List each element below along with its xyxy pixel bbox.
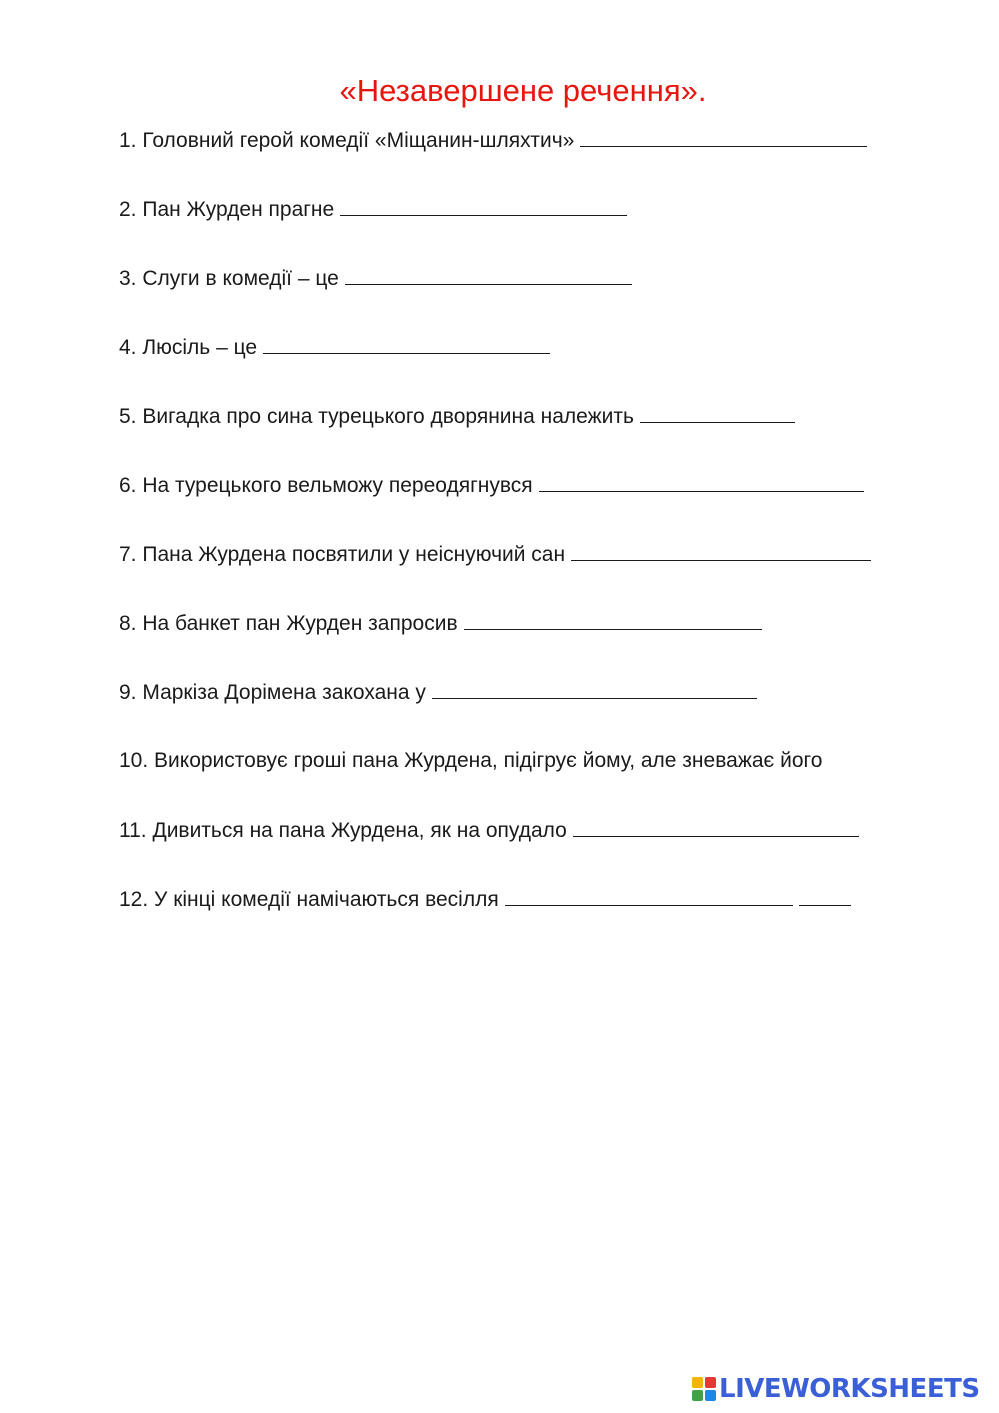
question-4 [119, 333, 550, 362]
liveworksheets-logo-icon [692, 1377, 716, 1401]
question-1 [119, 126, 867, 155]
answer-blank-7[interactable] [571, 540, 871, 561]
answer-blank-5[interactable] [640, 402, 795, 423]
question-text: 9. Маркіза Дорімена закохана у [119, 681, 426, 704]
question-text: 12. У кінці комедії намічаються весілля [119, 888, 499, 911]
question-text: 11. Дивиться на пана Журдена, як на опудало [119, 819, 567, 842]
answer-blank-4[interactable] [263, 333, 550, 354]
question-12 [119, 885, 851, 914]
answer-blank-12a[interactable] [505, 885, 793, 906]
answer-blank-1[interactable] [580, 126, 867, 147]
question-text: 7. Пана Журдена посвятили у неіснуючий сан [119, 543, 566, 566]
question-7 [119, 540, 871, 569]
liveworksheets-logo-text: LIVEWORKSHEETS [719, 1374, 980, 1404]
answer-blank-2[interactable] [340, 195, 627, 216]
answer-blank-3[interactable] [345, 264, 632, 285]
question-11 [119, 816, 859, 845]
question-9 [119, 678, 757, 707]
answer-blank-8[interactable] [464, 609, 762, 630]
question-text: 5. Вигадка про сина турецького дворянина належить [119, 405, 634, 428]
answer-blank-9[interactable] [432, 678, 757, 699]
worksheet-title: «Незавершене речення». [339, 73, 707, 108]
question-2 [119, 195, 627, 224]
question-text: 1. Головний герой комедії «Міщанин-шляхтич» [119, 129, 575, 152]
liveworksheets-logo [692, 1374, 980, 1404]
question-8 [119, 609, 762, 638]
question-text: 3. Слуги в комедії – це [119, 267, 339, 290]
question-text: 10. Використовує гроші пана Журдена, підігрує йому, але зневажає його [119, 749, 823, 772]
question-text: 8. На банкет пан Журден запросив [119, 612, 458, 635]
answer-blank-6[interactable] [539, 471, 864, 492]
answer-blank-12b[interactable] [799, 885, 851, 906]
question-text: 4. Люсіль – це [119, 336, 258, 359]
question-6 [119, 471, 864, 500]
question-10 [119, 747, 822, 775]
question-text: 6. На турецького вельможу переодягнувся [119, 474, 533, 497]
question-3 [119, 264, 632, 293]
question-text: 2. Пан Журден прагне [119, 198, 335, 221]
answer-blank-11[interactable] [573, 816, 859, 837]
question-5 [119, 402, 795, 431]
